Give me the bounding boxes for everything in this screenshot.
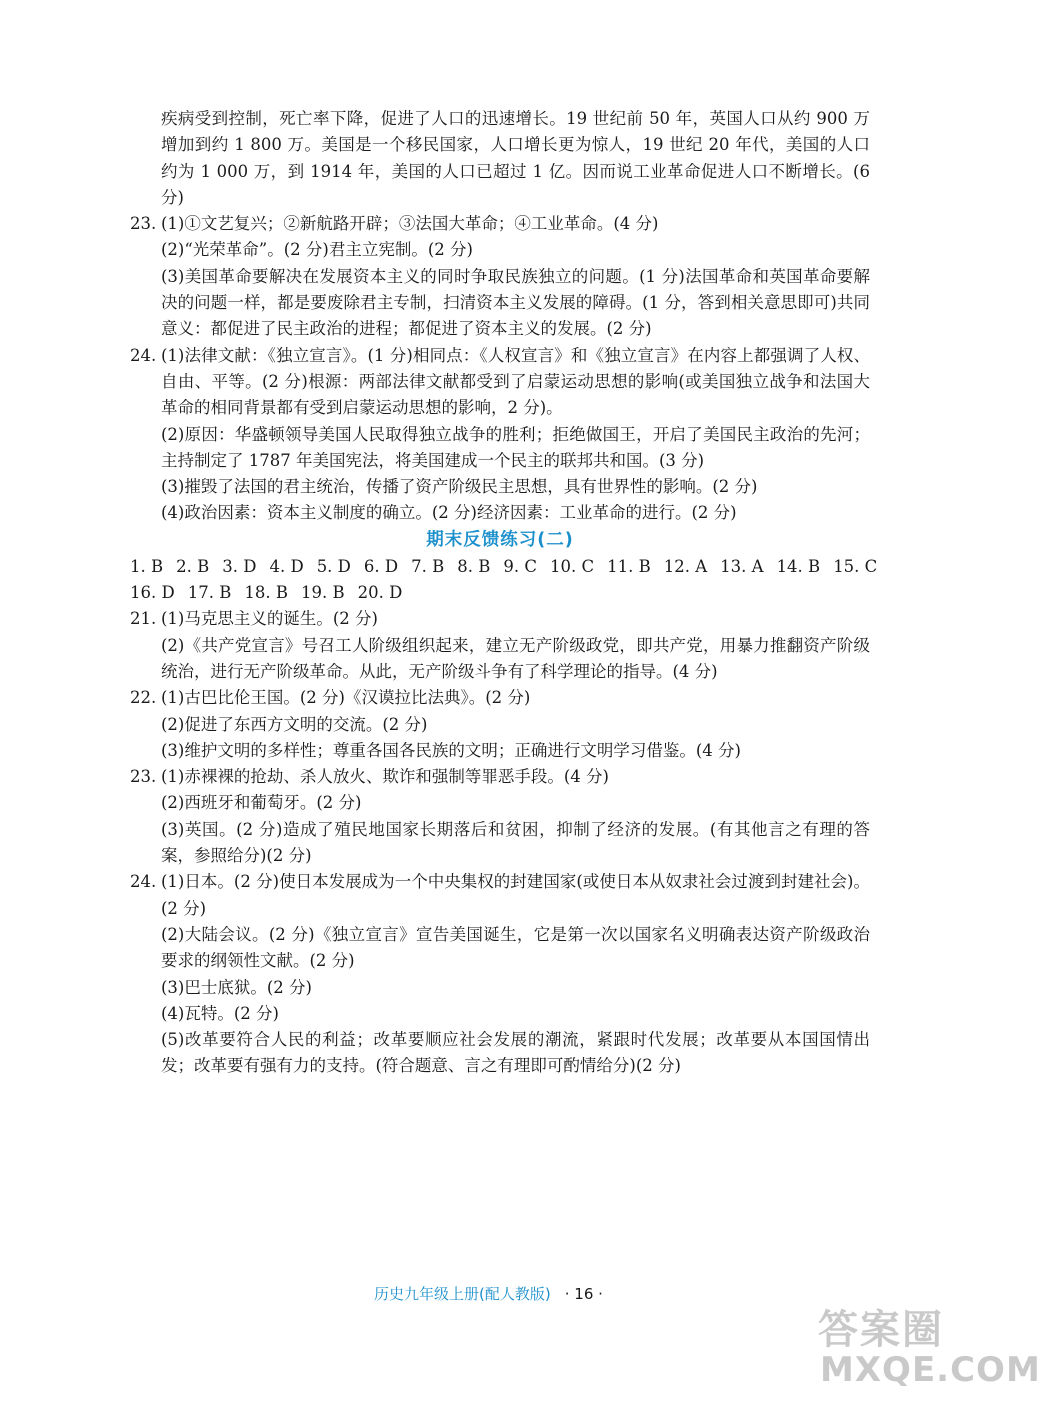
question-23-part1 bbox=[130, 211, 870, 342]
question-line: (3)英国。(2 分)造成了殖民地国家长期落后和贫困，抑制了经济的发展。(有其他言之有理的答案，参照给分)(2 分) bbox=[161, 819, 870, 866]
question-line: 24. (1)法律文献：《独立宣言》。(1 分)相同点：《人权宣言》和《独立宣言》在内容上都强调了人权、自由、平等。(2 分)根源：两部法律文献都受到了启蒙运动思想的影响(或美国独立战争和法国大革命的相同背景都有受到启蒙运动思想的影响，2 分)。 bbox=[130, 343, 870, 422]
mc-answer: 19. B bbox=[300, 583, 345, 603]
multiple-choice-row-2 bbox=[130, 580, 870, 606]
mc-answer: 12. A bbox=[663, 556, 708, 576]
question-number: 23. bbox=[130, 214, 157, 234]
watermark-text: 答案圈 bbox=[818, 1307, 944, 1353]
question-line: 21. (1)马克思主义的诞生。(2 分) bbox=[130, 606, 870, 632]
mc-answer: 1. B bbox=[130, 556, 164, 576]
mc-answer: 5. D bbox=[316, 556, 351, 576]
mc-answer: 13. A bbox=[720, 556, 764, 576]
mc-answer: 4. D bbox=[269, 556, 304, 576]
mc-answer: 14. B bbox=[776, 556, 821, 576]
question-line: (2)《共产党宣言》号召工人阶级组织起来，建立无产阶级政党，即共产党，用暴力推翻资产阶级统治，进行无产阶级革命。从此，无产阶级斗争有了科学理论的指导。(4 分) bbox=[161, 635, 870, 681]
question-line: (2)“光荣革命”。(2 分)君主立宪制。(2 分) bbox=[161, 240, 473, 260]
question-number: 23. bbox=[130, 767, 157, 787]
question-line: (4)政治因素：资本主义制度的确立。(2 分)经济因素：工业革命的进行。(2 分) bbox=[161, 503, 737, 523]
question-line: 23. (1)①文艺复兴；②新航路开辟；③法国大革命；④工业革命。(4 分) bbox=[130, 211, 870, 237]
mc-answer: 8. B bbox=[457, 556, 491, 576]
question-23-part2 bbox=[130, 764, 870, 869]
page-number: · 16 · bbox=[564, 1285, 603, 1303]
mc-answer: 10. C bbox=[550, 556, 595, 576]
watermark-logo bbox=[818, 1298, 1041, 1398]
mc-answer: 18. B bbox=[244, 583, 288, 603]
question-line: (4)瓦特。(2 分) bbox=[161, 1003, 279, 1023]
question-line: (3)维护文明的多样性；尊重各国各民族的文明；正确进行文明学习借鉴。(4 分) bbox=[161, 740, 741, 760]
question-line: (2)西班牙和葡萄牙。(2 分) bbox=[161, 793, 362, 813]
question-line: (3)美国革命要解决在发展资本主义的同时争取民族独立的问题。(1 分)法国革命和英国革命要解决的问题一样，都是要废除君主专制，扫清资本主义发展的障碍。(1 分，答到相关意思即可)共同意义：都促进了民主政治的进程；都促进了资本主义的发展。(2 分) bbox=[161, 266, 870, 339]
question-line: 22. (1)古巴比伦王国。(2 分)《汉谟拉比法典》。(2 分) bbox=[130, 685, 870, 711]
mc-answer: 20. D bbox=[357, 583, 403, 603]
section-title: 期末反馈练习(二) bbox=[426, 529, 574, 550]
answer-content bbox=[130, 106, 878, 1080]
question-line: 24. (1)日本。(2 分)使日本发展成为一个中央集权的封建国家(或使日本从奴隶社会过渡到封建社会)。(2 分) bbox=[130, 869, 870, 922]
question-number: 21. bbox=[130, 609, 157, 629]
question-line: (2)促进了东西方文明的交流。(2 分) bbox=[161, 714, 428, 734]
question-24-part1 bbox=[130, 343, 870, 527]
question-number: 22. bbox=[130, 688, 157, 708]
continued-paragraph: 疾病受到控制，死亡率下降，促进了人口的迅速增长。19 世纪前 50 年，英国人口从约 900 万增加到约 1 800 万。美国是一个移民国家，人口增长更为惊人，19 世纪 20 年代，美国的人口约为 1 000 万，到 1914 年，美国的人口已超过 1 亿。因而说工业革命促进人口不断增长。(6 分) bbox=[161, 109, 870, 207]
watermark-url: MXQE.COM bbox=[820, 1350, 1041, 1390]
question-line: (2)大陆会议。(2 分)《独立宣言》宣告美国诞生，它是第一次以国家名义明确表达资产阶级政治要求的纲领性文献。(2 分) bbox=[161, 924, 870, 971]
book-title: 历史九年级上册(配人教版) bbox=[374, 1285, 551, 1303]
question-24-part2 bbox=[130, 869, 870, 1079]
mc-answer: 15. C bbox=[833, 556, 878, 576]
mc-answer: 9. C bbox=[503, 556, 537, 576]
multiple-choice-row-1 bbox=[130, 554, 878, 580]
mc-answer: 16. D bbox=[130, 583, 175, 603]
question-line: 23. (1)赤裸裸的抢劫、杀人放火、欺诈和强制等罪恶手段。(4 分) bbox=[130, 764, 870, 790]
mc-answer: 2. B bbox=[176, 556, 210, 576]
question-22 bbox=[130, 685, 870, 764]
question-number: 24. bbox=[130, 345, 157, 365]
mc-answer: 7. B bbox=[411, 556, 445, 576]
question-line: (5)改革要符合人民的利益；改革要顺应社会发展的潮流，紧跟时代发展；改革要从本国国情出发；改革要有强有力的支持。(符合题意、言之有理即可酌情给分)(2 分) bbox=[161, 1030, 870, 1076]
question-number: 24. bbox=[130, 872, 157, 892]
mc-answer: 11. B bbox=[607, 556, 651, 576]
question-21 bbox=[130, 606, 870, 685]
question-line: (3)巴士底狱。(2 分) bbox=[161, 977, 312, 997]
mc-answer: 6. D bbox=[363, 556, 399, 576]
mc-answer: 3. D bbox=[222, 556, 257, 576]
question-line: (3)摧毁了法国的君主统治，传播了资产阶级民主思想，具有世界性的影响。(2 分) bbox=[161, 477, 758, 497]
mc-answer: 17. B bbox=[187, 583, 232, 603]
question-line: (2)原因：华盛顿领导美国人民取得独立战争的胜利；拒绝做国王，开启了美国民主政治的先河；主持制定了 1787 年美国宪法，将美国建成一个民主的联邦共和国。(3 分) bbox=[161, 424, 870, 470]
